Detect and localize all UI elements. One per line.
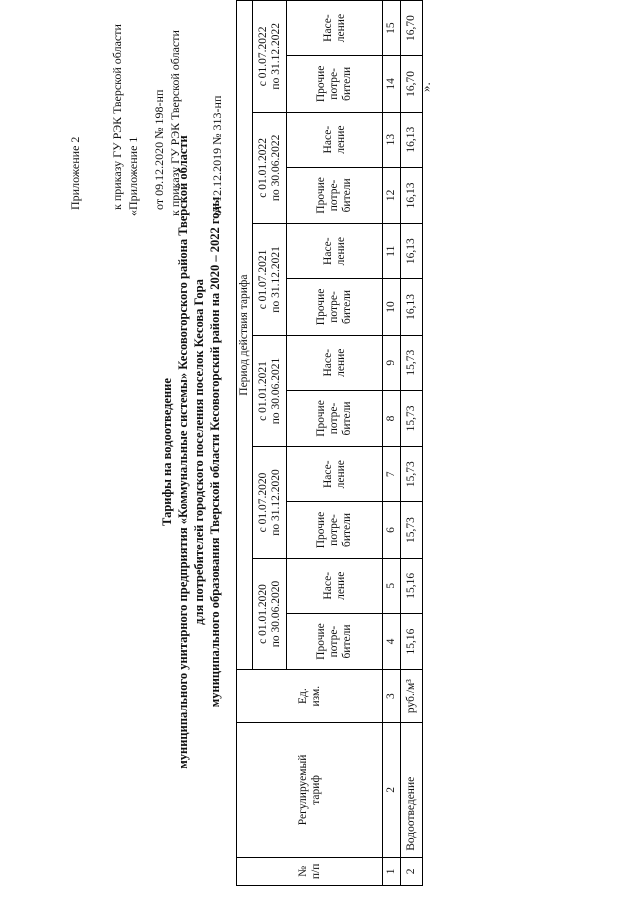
- period-4: [253, 224, 287, 336]
- period-2-to: по 31.12.2020: [269, 469, 282, 536]
- index-cell: 6: [383, 502, 401, 559]
- index-cell: 5: [383, 558, 401, 613]
- appendix-1-line-2: к приказу ГУ РЭК Тверской области: [168, 30, 182, 216]
- index-cell: 2: [383, 723, 401, 858]
- index-cell: 14: [383, 56, 401, 113]
- appendix-2-line-2: к приказу ГУ РЭК Тверской области: [110, 24, 124, 210]
- tariff-value: 16,70: [401, 56, 423, 113]
- index-cell: 15: [383, 1, 401, 56]
- document-title-line-2: муниципального унитарного предприятия «Коммунальные системы» Кесовогорского района Тверской области: [176, 135, 190, 769]
- index-cell: 10: [383, 279, 401, 336]
- row-unit: руб./м³: [401, 670, 423, 723]
- period-4-from: с 01.07.2021: [256, 249, 269, 310]
- period-3: [253, 335, 287, 447]
- appendix-2-line-1: Приложение 2: [68, 136, 82, 210]
- period-header: Период действия тарифа: [237, 1, 253, 670]
- document-title-line-1: Тарифы на водоотведение: [160, 378, 174, 526]
- tariff-table: [236, 0, 423, 886]
- tariff-value: 16,13: [401, 224, 423, 279]
- tariff-value: 15,73: [401, 335, 423, 390]
- period-4-to: по 31.12.2021: [269, 246, 282, 313]
- document-title-line-3: для потребителей городского поселения поселок Кесова Гора: [192, 279, 206, 625]
- sub-header-population: Насе- ление: [287, 447, 383, 502]
- appendix-1-line-1: «Приложение 1: [126, 136, 140, 216]
- index-cell: 1: [383, 857, 401, 885]
- sub-header-other: Прочие потре- бители: [287, 279, 383, 336]
- sub-header-other: Прочие потре- бители: [287, 613, 383, 670]
- table-index-row: [383, 1, 401, 886]
- index-cell: 8: [383, 390, 401, 447]
- index-cell: 3: [383, 670, 401, 723]
- period-5-from: с 01.01.2022: [256, 138, 269, 198]
- col-header-tariff: Регулируемый тариф: [237, 723, 383, 858]
- sub-header-other: Прочие потре- бители: [287, 56, 383, 113]
- period-3-to: по 30.06.2021: [269, 357, 282, 425]
- period-2: [253, 447, 287, 559]
- tariff-value: 16,70: [401, 1, 423, 56]
- index-cell: 4: [383, 613, 401, 670]
- appendix-1-reference: [98, 30, 252, 216]
- table-row-sewerage: [401, 1, 423, 886]
- sub-header-population: Насе- ление: [287, 335, 383, 390]
- document-title-line-4: муниципального образования Тверской области Кесовогорский район на 2020 – 2022 годы: [208, 196, 222, 708]
- index-cell: 7: [383, 447, 401, 502]
- row-number: 2: [401, 857, 423, 885]
- period-5-to: по 30.06.2022: [269, 134, 282, 202]
- appendix-1-line-3: от 12.12.2019 № 313-нп: [210, 95, 224, 216]
- period-1-to: по 30.06.2020: [269, 580, 282, 648]
- sub-header-other: Прочие потре- бители: [287, 167, 383, 224]
- sub-header-other: Прочие потре- бители: [287, 390, 383, 447]
- index-cell: 9: [383, 335, 401, 390]
- period-6-from: с 01.07.2022: [256, 26, 269, 87]
- period-3-from: с 01.01.2021: [256, 361, 269, 421]
- period-6-to: по 31.12.2022: [269, 23, 282, 90]
- period-6: [253, 1, 287, 113]
- tariff-value: 15,16: [401, 558, 423, 613]
- sub-header-population: Насе- ление: [287, 1, 383, 56]
- row-tariff-name: Водоотведение: [401, 723, 423, 858]
- index-cell: 11: [383, 224, 401, 279]
- sub-header-population: Насе- ление: [287, 558, 383, 613]
- table-header-row-1: [237, 1, 253, 886]
- closing-quote-mark: ».: [418, 82, 433, 92]
- tariff-value: 15,73: [401, 502, 423, 559]
- tariff-value: 16,13: [401, 112, 423, 167]
- sub-header-population: Насе- ление: [287, 112, 383, 167]
- tariff-value: 15,73: [401, 447, 423, 502]
- period-1: [253, 558, 287, 670]
- index-cell: 12: [383, 167, 401, 224]
- period-1-from: с 01.01.2020: [256, 584, 269, 644]
- tariff-value: 15,16: [401, 613, 423, 670]
- col-header-no: № п/п: [237, 857, 383, 885]
- col-header-unit: Ед. изм.: [237, 670, 383, 723]
- appendix-2-line-3: от 09.12.2020 № 198-нп: [152, 89, 166, 210]
- index-cell: 13: [383, 112, 401, 167]
- tariff-value: 15,73: [401, 390, 423, 447]
- period-2-from: с 01.07.2020: [256, 472, 269, 533]
- tariff-value: 16,13: [401, 167, 423, 224]
- sub-header-other: Прочие потре- бители: [287, 502, 383, 559]
- sub-header-population: Насе- ление: [287, 224, 383, 279]
- tariff-value: 16,13: [401, 279, 423, 336]
- period-5: [253, 112, 287, 224]
